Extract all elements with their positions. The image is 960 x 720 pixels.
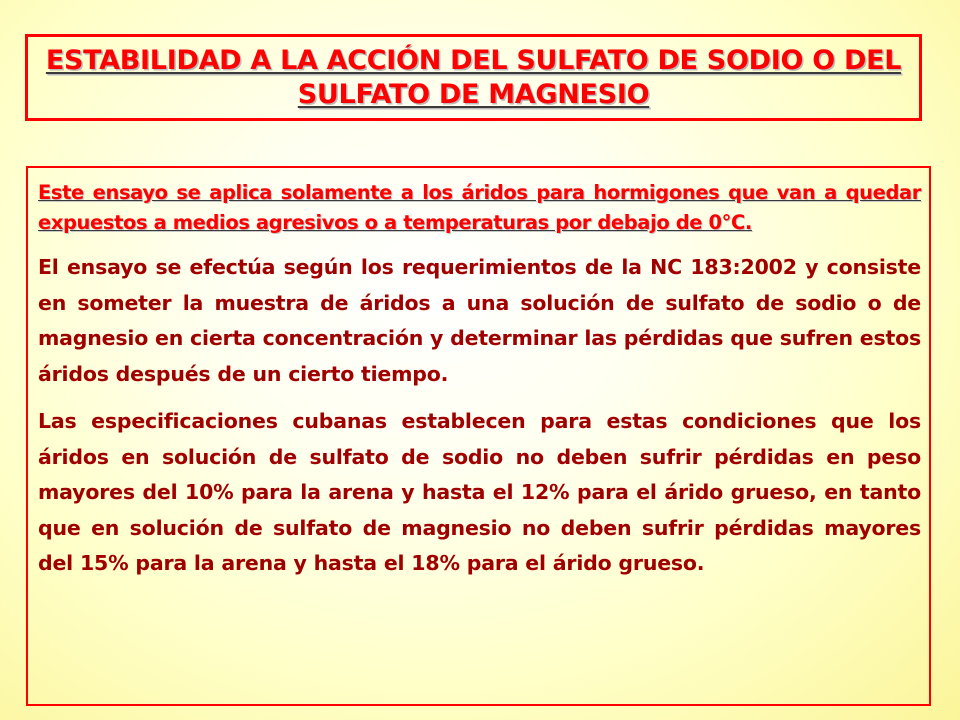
title-box bbox=[25, 34, 922, 121]
content-box bbox=[26, 166, 931, 706]
body-paragraph-2: Las especificaciones cubanas establecen para estas condiciones que los áridos en solución de sulfato de sodio no deben sufrir pérdidas en peso mayores del 10% para la arena y hasta el 12% para el árido grueso, en tanto que en solución de sulfato de magnesio no deben sufrir pérdidas mayores del 15% para la arena y hasta el 18% para el árido grueso. bbox=[38, 409, 921, 575]
body-paragraph-1: El ensayo se efectúa según los requerimientos de la NC 183:2002 y consiste en someter la muestra de áridos a una solución de sulfato de sodio o de magnesio en cierta concentración y determinar las pérdidas que sufren estos áridos después de un cierto tiempo. bbox=[38, 255, 921, 386]
intro-paragraph: Este ensayo se aplica solamente a los áridos para hormigones que van a quedar expuestos a medios agresivos o a temperaturas por debajo de 0°C. bbox=[38, 181, 921, 234]
slide-title: ESTABILIDAD A LA ACCIÓN DEL SULFATO DE SODIO O DEL SULFATO DE MAGNESIO bbox=[45, 44, 902, 110]
